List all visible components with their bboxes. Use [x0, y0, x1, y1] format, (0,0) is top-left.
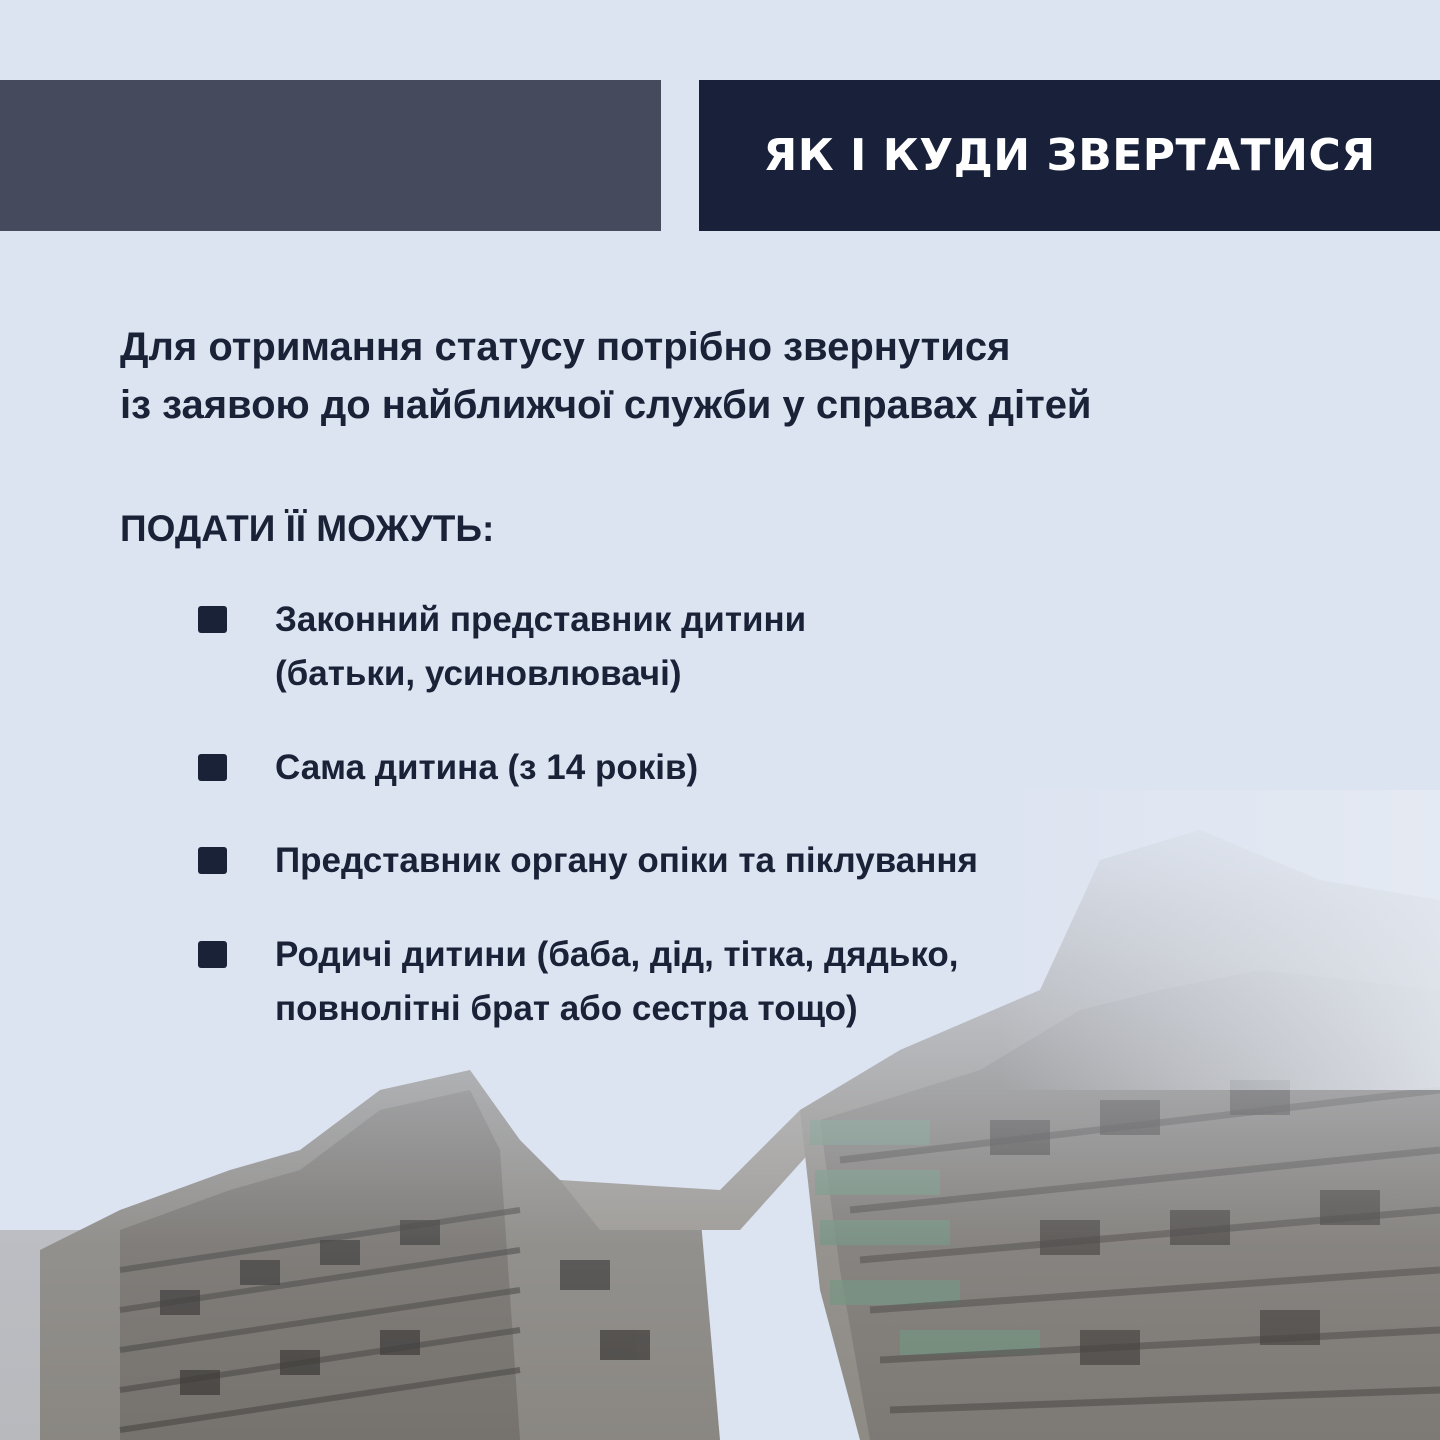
list-item — [275, 593, 806, 701]
list-heading: ПОДАТИ ЇЇ МОЖУТЬ: — [120, 508, 495, 549]
list-item — [275, 741, 698, 795]
decorative-gray-bar — [0, 80, 661, 231]
list-item-line: Родичі дитини (баба, дід, тітка, дядько, — [275, 935, 959, 974]
bullet-icon — [198, 606, 227, 633]
bullet-icon — [198, 754, 227, 781]
title-banner — [699, 80, 1440, 231]
page-title: ЯК І КУДИ ЗВЕРТАТИСЯ — [763, 130, 1376, 181]
intro-line: Для отримання статусу потрібно звернутися — [120, 325, 1011, 369]
list-item-line: Представник органу опіки та піклування — [275, 841, 978, 880]
list-item-line: (батьки, усиновлювачі) — [275, 654, 682, 693]
list-item-line: Законний представник дитини — [275, 600, 807, 639]
intro-line: із заявою до найближчої служби у справах дітей — [120, 383, 1092, 427]
intro-text — [120, 318, 1380, 434]
destroyed-buildings-image — [0, 790, 1440, 1440]
list-item-line: Сама дитина (з 14 років) — [275, 748, 699, 787]
list-item-line: повнолітні брат або сестра тощо) — [275, 989, 858, 1028]
